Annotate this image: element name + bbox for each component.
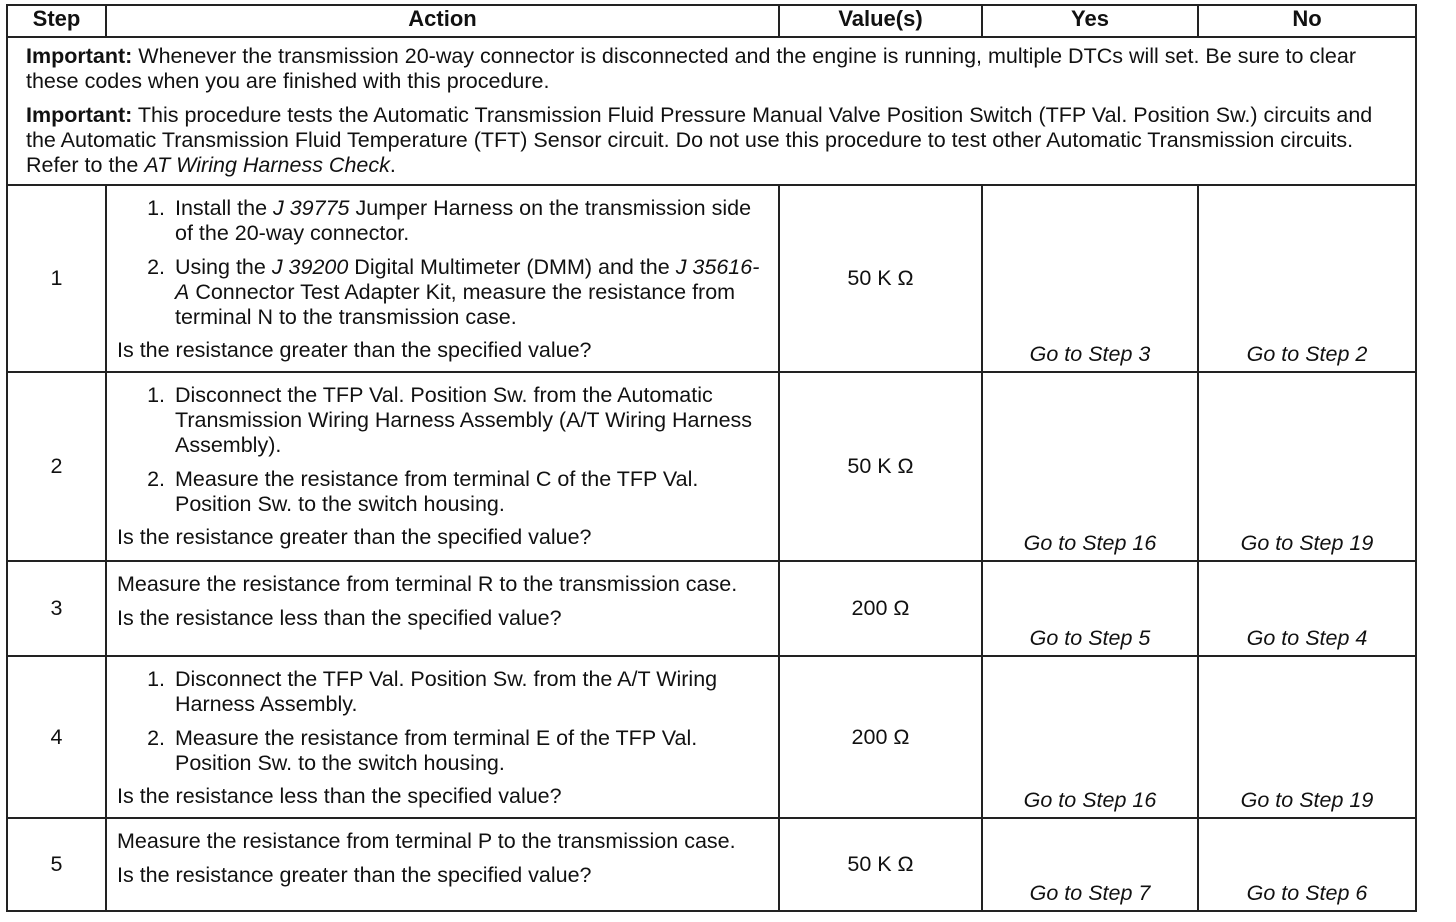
action-step-number: 2.	[147, 467, 165, 491]
action-question: Is the resistance less than the specified value?	[117, 784, 562, 808]
action-step-number: 1.	[147, 196, 165, 220]
value-cell: 50 K Ω	[779, 372, 982, 561]
action-cell	[106, 372, 779, 561]
header-action: Action	[106, 5, 779, 37]
action-step-text: Measure the resistance from terminal C of the TFP Val. Position Sw. to the switch housing.	[175, 467, 699, 516]
step-number: 4	[7, 656, 106, 818]
action-cell	[106, 561, 779, 656]
action-step-item	[139, 726, 772, 776]
value-cell: 200 Ω	[779, 656, 982, 818]
action-steps-list	[139, 196, 772, 330]
action-cell	[106, 818, 779, 911]
action-steps-list	[139, 383, 772, 517]
action-cell	[106, 185, 779, 372]
action-step-number: 1.	[147, 383, 165, 407]
step-number: 5	[7, 818, 106, 911]
action-instruction: Measure the resistance from terminal R to the transmission case.	[117, 572, 738, 596]
action-instruction: Measure the resistance from terminal P to the transmission case.	[117, 829, 736, 853]
important-row	[7, 37, 1416, 185]
important-label: Important:	[26, 103, 133, 127]
important-label: Important:	[26, 44, 133, 68]
yes-goto: Go to Step 16	[982, 372, 1198, 561]
important-text: Whenever the transmission 20-way connector is disconnected and the engine is running, multiple DTCs will set. Be sure to clear these codes when you are finished with this procedure.	[26, 44, 1357, 93]
step-number: 1	[7, 185, 106, 372]
important-note-1	[26, 44, 1405, 94]
step-row	[7, 372, 1416, 561]
value-cell: 200 Ω	[779, 561, 982, 656]
reference-link-text: AT Wiring Harness Check	[144, 153, 390, 177]
action-question: Is the resistance greater than the specified value?	[117, 525, 592, 549]
yes-goto: Go to Step 3	[982, 185, 1198, 372]
step-number: 3	[7, 561, 106, 656]
step-number: 2	[7, 372, 106, 561]
action-step-number: 1.	[147, 667, 165, 691]
action-step-item	[139, 255, 772, 330]
header-yes: Yes	[982, 5, 1198, 37]
action-step-item	[139, 667, 772, 717]
important-note-2	[26, 103, 1405, 178]
no-goto: Go to Step 4	[1198, 561, 1416, 656]
action-step-text: Measure the resistance from terminal E of the TFP Val. Position Sw. to the switch housing.	[175, 726, 698, 775]
action-step-number: 2.	[147, 726, 165, 750]
action-step-item	[139, 467, 772, 517]
action-step-item	[139, 196, 772, 246]
yes-goto: Go to Step 16	[982, 656, 1198, 818]
action-step-text: Using the J 39200 Digital Multimeter (DMM) and the J 35616-A Connector Test Adapter Kit, measure the resistance from terminal N to the transmission case.	[175, 255, 760, 329]
step-row	[7, 656, 1416, 818]
step-row	[7, 185, 1416, 372]
value-cell: 50 K Ω	[779, 185, 982, 372]
action-question: Is the resistance less than the specified value?	[117, 606, 562, 630]
no-goto: Go to Step 6	[1198, 818, 1416, 911]
diagnostic-table	[6, 4, 1417, 912]
action-cell	[106, 656, 779, 818]
no-goto: Go to Step 19	[1198, 372, 1416, 561]
no-goto: Go to Step 19	[1198, 656, 1416, 818]
action-step-number: 2.	[147, 255, 165, 279]
important-tail: .	[389, 153, 396, 177]
action-question: Is the resistance greater than the specified value?	[117, 863, 592, 887]
action-step-item	[139, 383, 772, 458]
important-text: This procedure tests the Automatic Transmission Fluid Pressure Manual Valve Position Switch (TFP Val. Position Sw.) circuits and the Automatic Transmission Fluid Temperature (TFT) Sensor circuit. Do not use this procedure to test other Automatic Transmission circuits. Refer to the	[26, 103, 1373, 177]
value-cell: 50 K Ω	[779, 818, 982, 911]
action-question: Is the resistance greater than the specified value?	[117, 338, 592, 362]
step-row	[7, 561, 1416, 656]
action-steps-list	[139, 667, 772, 776]
action-step-text: Disconnect the TFP Val. Position Sw. from the Automatic Transmission Wiring Harness Assembly (A/T Wiring Harness Assembly).	[175, 383, 753, 457]
action-step-text: Install the J 39775 Jumper Harness on the transmission side of the 20-way connector.	[175, 196, 752, 245]
no-goto: Go to Step 2	[1198, 185, 1416, 372]
yes-goto: Go to Step 7	[982, 818, 1198, 911]
important-notes	[7, 37, 1416, 185]
header-values: Value(s)	[779, 5, 982, 37]
step-row	[7, 818, 1416, 911]
yes-goto: Go to Step 5	[982, 561, 1198, 656]
header-step: Step	[7, 5, 106, 37]
header-row	[7, 5, 1416, 37]
action-step-text: Disconnect the TFP Val. Position Sw. from the A/T Wiring Harness Assembly.	[175, 667, 718, 716]
header-no: No	[1198, 5, 1416, 37]
